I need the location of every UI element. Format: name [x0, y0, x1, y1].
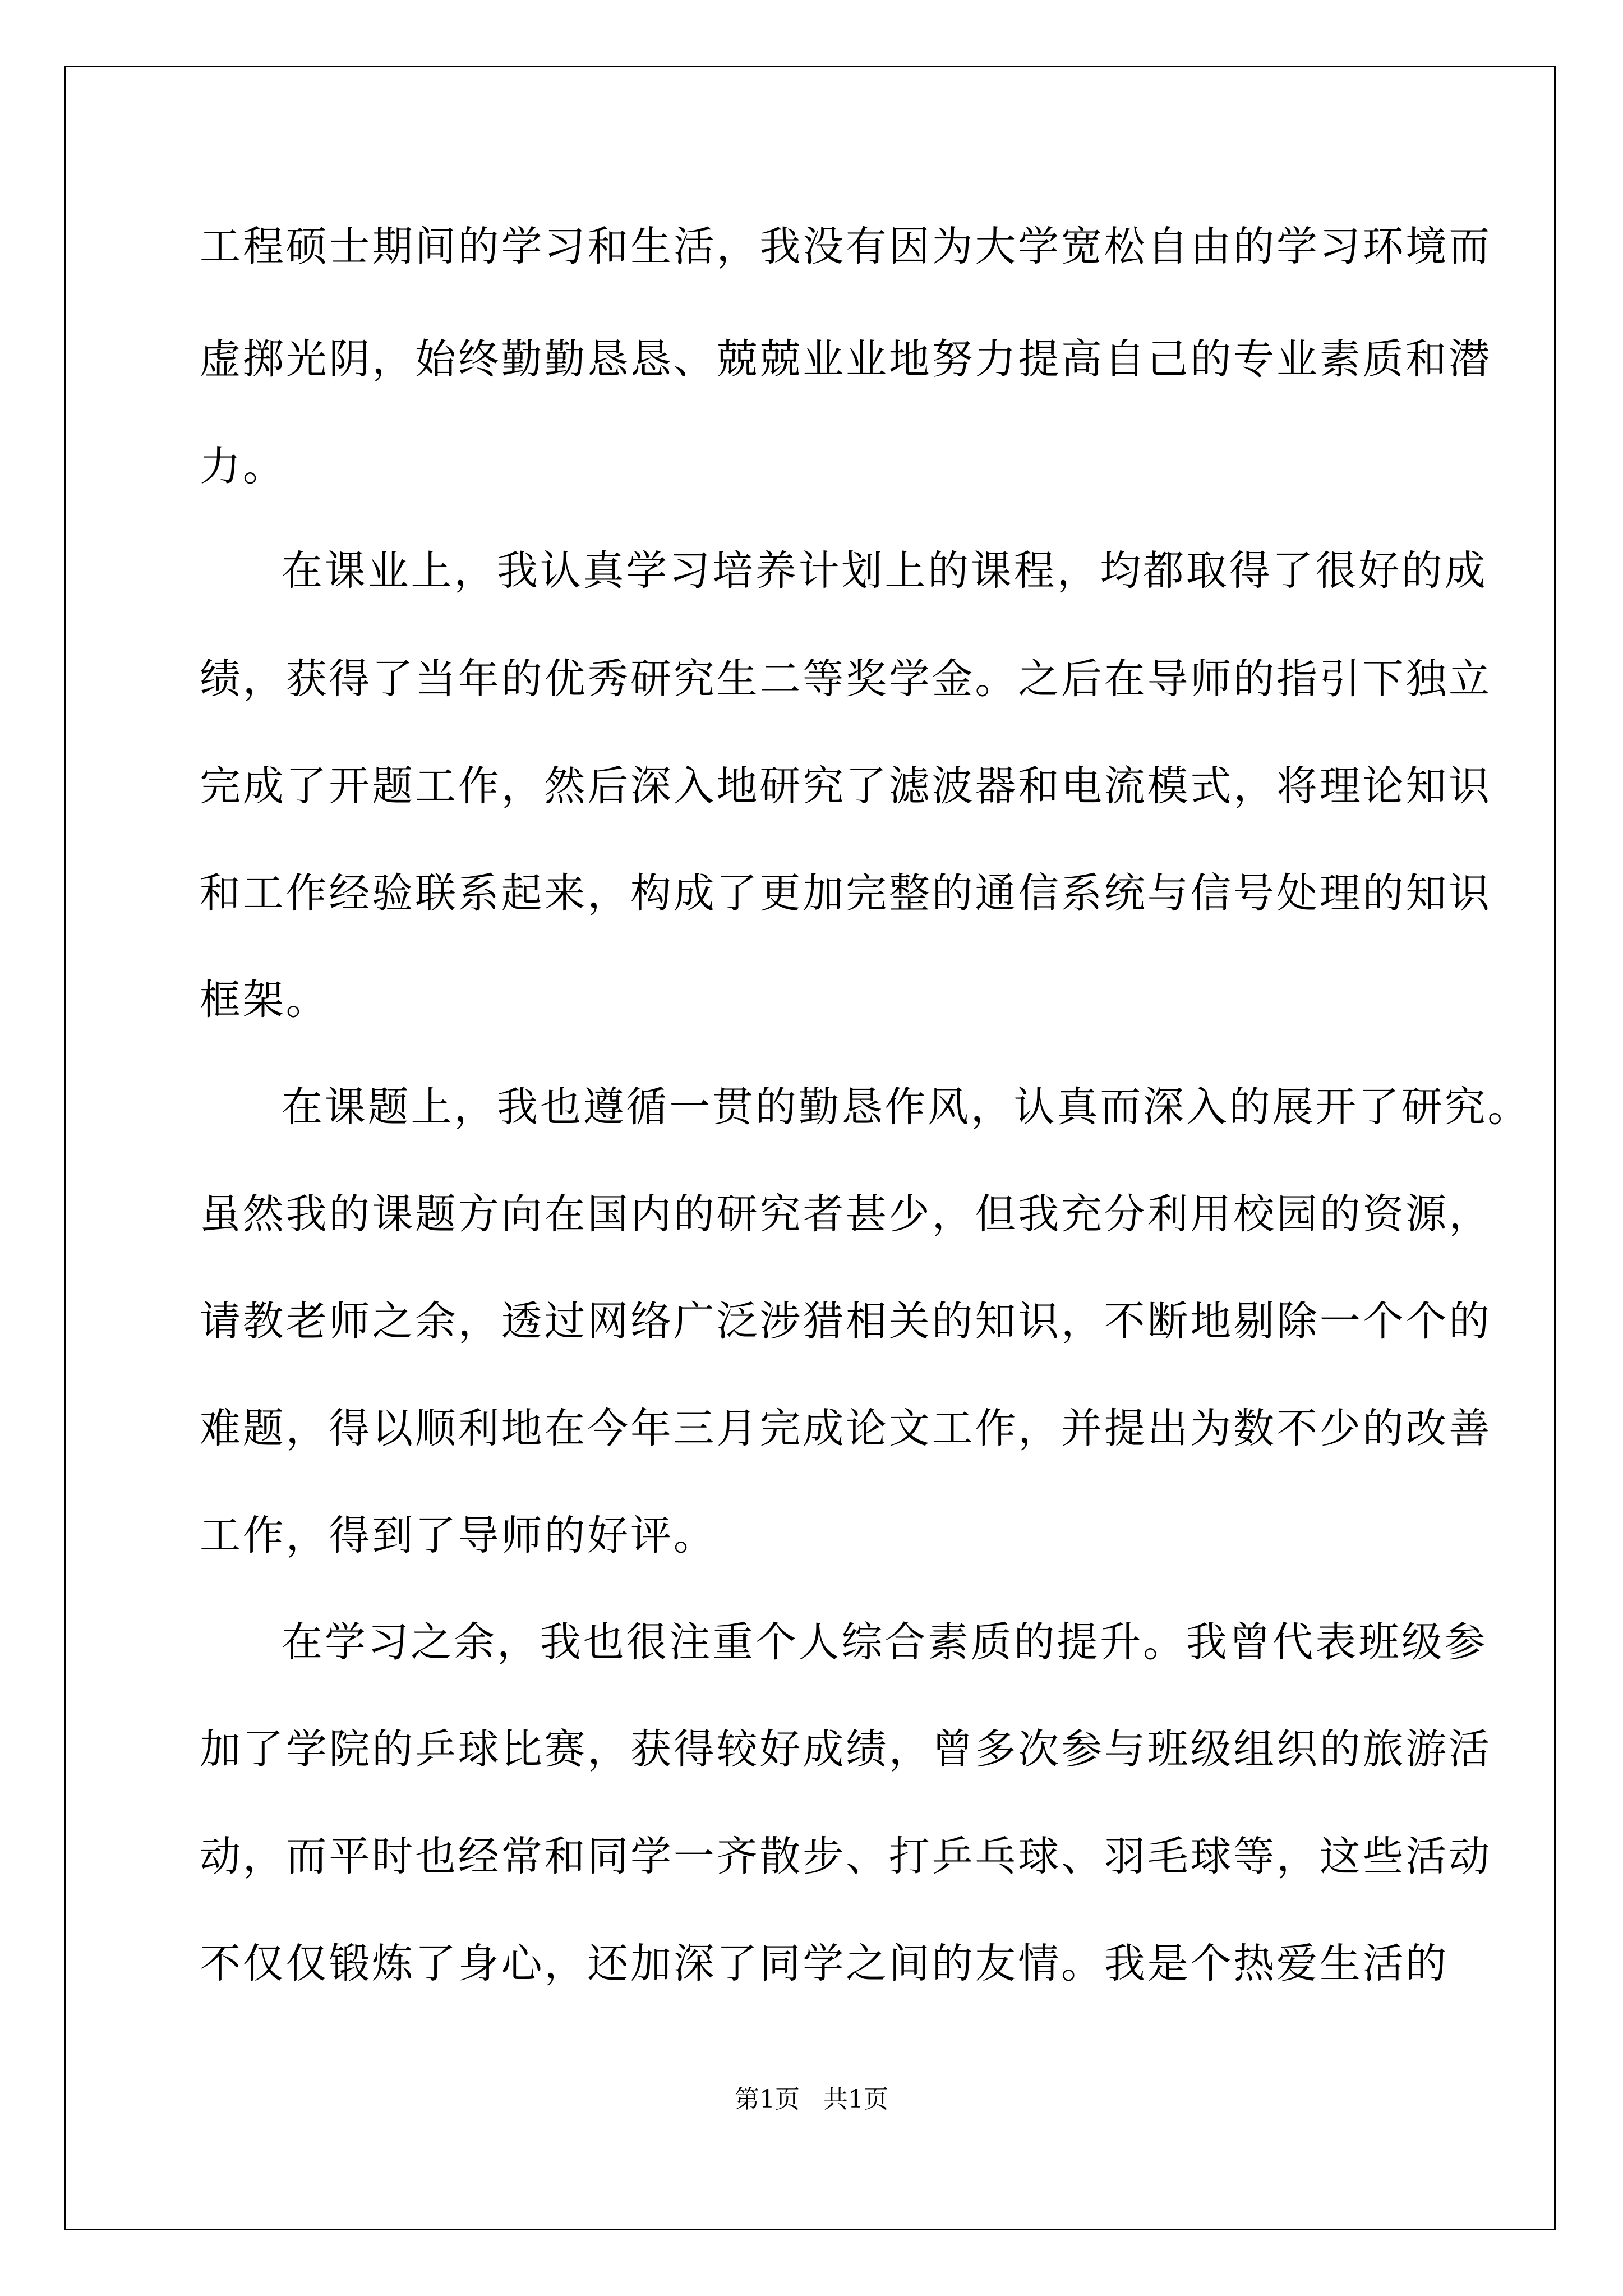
page-number-footer: 第1页 共1页: [735, 2085, 888, 2114]
paragraph-1-line-1: 工程硕士期间的学习和生活，我没有因为大学宽松自由的学习环境而: [200, 223, 1492, 270]
page-border: [64, 66, 1556, 2230]
paragraph-2-line-4: 和工作经验联系起来，构成了更加完整的通信系统与信号处理的知识: [200, 869, 1492, 917]
paragraph-2-line-1: 在课业上，我认真学习培养计划上的课程，均都取得了很好的成: [282, 547, 1488, 595]
paragraph-2-line-3: 完成了开题工作，然后深入地研究了滤波器和电流模式，将理论知识: [200, 762, 1492, 810]
paragraph-3-line-2: 虽然我的课题方向在国内的研究者甚少，但我充分利用校园的资源，: [200, 1190, 1492, 1238]
paragraph-2-line-2: 绩，获得了当年的优秀研究生二等奖学金。之后在导师的指引下独立: [200, 655, 1492, 703]
paragraph-4-line-3: 动，而平时也经常和同学一齐散步、打乒乓球、羽毛球等，这些活动: [200, 1833, 1492, 1880]
paragraph-4-line-1: 在学习之余，我也很注重个人综合素质的提升。我曾代表班级参: [282, 1618, 1488, 1666]
paragraph-1-line-2: 虚掷光阴，始终勤勤恳恳、兢兢业业地努力提高自己的专业素质和潜: [200, 335, 1492, 383]
paragraph-3-line-5: 工作，得到了导师的好评。: [200, 1512, 717, 1559]
paragraph-4-line-2: 加了学院的乒球比赛，获得较好成绩，曾多次参与班级组织的旅游活: [200, 1726, 1492, 1773]
paragraph-3-line-3: 请教老师之余，透过网络广泛涉猎相关的知识，不断地剔除一个个的: [200, 1297, 1492, 1345]
paragraph-3-line-1: 在课题上，我也遵循一贯的勤恳作风，认真而深入的展开了研究。: [282, 1083, 1531, 1131]
paragraph-1-line-3: 力。: [200, 443, 286, 490]
paragraph-4-line-4: 不仅仅锻炼了身心，还加深了同学之间的友情。我是个热爱生活的: [200, 1940, 1449, 1987]
paragraph-3-line-4: 难题，得以顺利地在今年三月完成论文工作，并提出为数不少的改善: [200, 1405, 1492, 1452]
paragraph-2-line-5: 框架。: [200, 976, 329, 1024]
